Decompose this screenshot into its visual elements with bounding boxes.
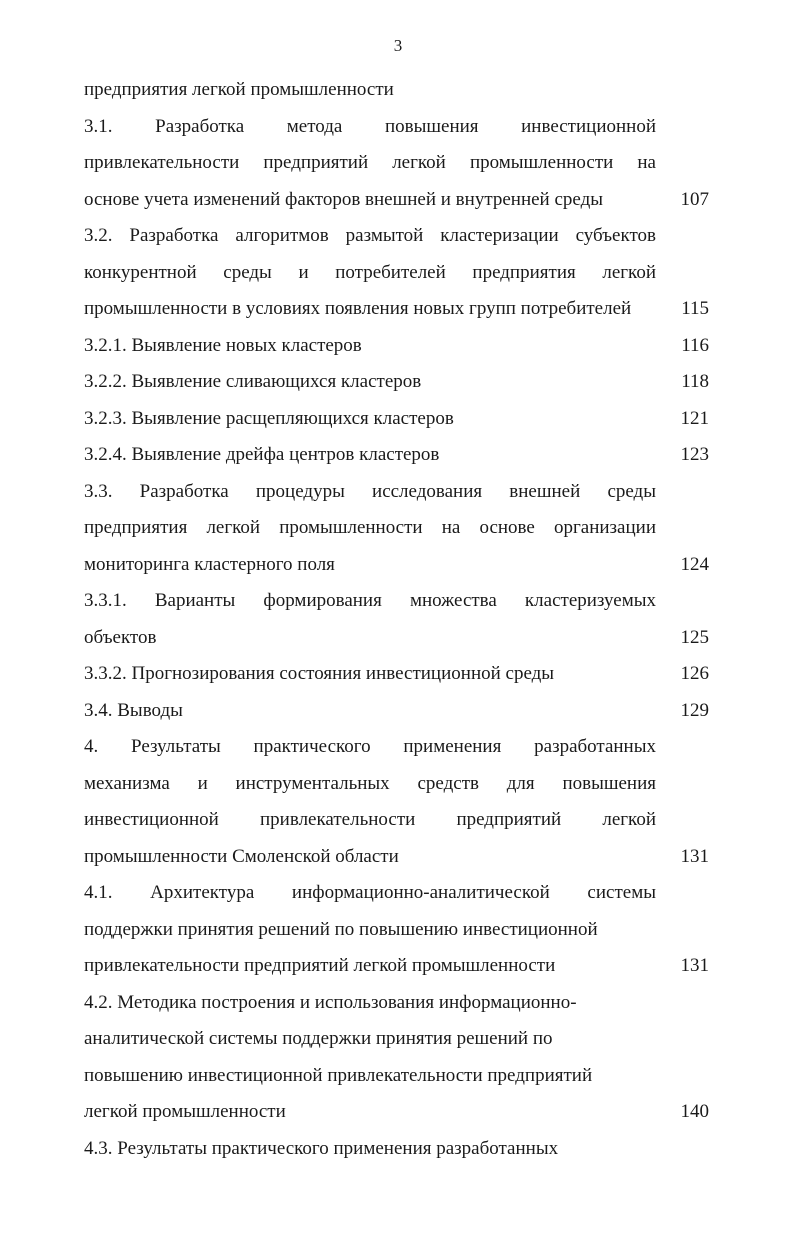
toc-page-number: 140: [680, 1101, 709, 1122]
toc-line: [84, 1058, 709, 1095]
toc-entry-text: конкурентной среды и потребителей предприятия легкой: [84, 261, 656, 283]
toc-line: [84, 802, 709, 839]
toc-entry-text: механизма и инструментальных средств для повышения: [84, 772, 656, 794]
toc-page-number: 126: [680, 663, 709, 684]
toc-entry-text: промышленности Смоленской области: [84, 845, 399, 867]
toc-line: [84, 145, 709, 182]
toc-line: [84, 620, 709, 657]
table-of-contents: [84, 72, 709, 1167]
toc-entry-text: основе учета изменений факторов внешней и внутренней среды: [84, 188, 604, 210]
toc-entry-text: привлекательности предприятий легкой промышленности: [84, 955, 556, 976]
toc-line: [84, 875, 709, 912]
toc-entry-text: 3.2. Разработка алгоритмов размытой кластеризации субъектов: [84, 225, 656, 246]
toc-entry-text: 4.3. Результаты практического применения разработанных: [84, 1137, 559, 1159]
toc-entry-text: промышленности в условиях появления новых групп потребителей: [84, 298, 632, 319]
toc-entry-text: аналитической системы поддержки принятия решений по: [84, 1028, 553, 1049]
toc-line: [84, 547, 709, 584]
toc-entry-text: 3.3.2. Прогнозирования состояния инвестиционной среды: [84, 663, 555, 684]
toc-line: [84, 583, 709, 620]
toc-line: [84, 291, 709, 328]
toc-entry-text: 4. Результаты практического применения разработанных: [84, 736, 656, 757]
toc-entry-text: мониторинга кластерного поля: [84, 553, 335, 575]
toc-entry-text: предприятия легкой промышленности: [84, 79, 394, 100]
toc-page-number: 115: [681, 298, 709, 319]
toc-line: [84, 729, 709, 766]
toc-page-number: 121: [680, 407, 709, 429]
toc-line: [84, 437, 709, 474]
toc-entry-text: 3.2.1. Выявление новых кластеров: [84, 334, 362, 356]
toc-entry-text: привлекательности предприятий легкой промышленности на: [84, 152, 656, 173]
toc-page-number: 123: [680, 444, 709, 465]
toc-line: [84, 1131, 709, 1168]
toc-entry-text: 3.4. Выводы: [84, 699, 183, 721]
toc-entry-text: легкой промышленности: [84, 1101, 286, 1122]
toc-entry-text: 4.1. Архитектура информационно-аналитической системы: [84, 882, 656, 903]
toc-entry-text: 3.2.2. Выявление сливающихся кластеров: [84, 371, 422, 392]
toc-entry-text: 3.3.1. Варианты формирования множества кластеризуемых: [84, 590, 656, 611]
toc-line: [84, 510, 709, 547]
toc-line: [84, 1094, 709, 1131]
toc-line: [84, 766, 709, 803]
toc-entry-text: 3.3. Разработка процедуры исследования внешней среды: [84, 480, 656, 502]
toc-line: [84, 72, 709, 109]
toc-entry-text: поддержки принятия решений по повышению инвестиционной: [84, 918, 598, 940]
toc-line: [84, 839, 709, 876]
toc-line: [84, 109, 709, 146]
toc-entry-text: 4.2. Методика построения и использования информационно-: [84, 991, 577, 1013]
toc-entry-text: 3.2.4. Выявление дрейфа центров кластеров: [84, 444, 440, 465]
toc-line: [84, 912, 709, 949]
toc-line: [84, 255, 709, 292]
toc-page-number: 131: [680, 845, 709, 867]
toc-page-number: 118: [681, 371, 709, 392]
toc-line: [84, 948, 709, 985]
toc-entry-text: 3.2.3. Выявление расщепляющихся кластеров: [84, 407, 454, 429]
toc-page-number: 129: [680, 699, 709, 721]
toc-line: [84, 474, 709, 511]
toc-line: [84, 1021, 709, 1058]
toc-line: [84, 182, 709, 219]
page-number: 3: [393, 36, 403, 55]
toc-page-number: 107: [680, 188, 709, 210]
toc-line: [84, 328, 709, 365]
toc-entry-text: 3.1. Разработка метода повышения инвестиционной: [84, 115, 656, 137]
toc-entry-text: объектов: [84, 626, 157, 648]
toc-line: [84, 218, 709, 255]
toc-page-number: 116: [681, 334, 709, 356]
toc-page-number: 124: [680, 553, 709, 575]
toc-page-number: 125: [680, 626, 709, 648]
toc-entry-text: предприятия легкой промышленности на основе организации: [84, 517, 656, 538]
toc-line: [84, 401, 709, 438]
toc-line: [84, 656, 709, 693]
toc-line: [84, 364, 709, 401]
toc-entry-text: инвестиционной привлекательности предприятий легкой: [84, 809, 656, 830]
toc-line: [84, 985, 709, 1022]
toc-line: [84, 693, 709, 730]
toc-page-number: 131: [680, 955, 709, 976]
toc-entry-text: повышению инвестиционной привлекательности предприятий: [84, 1064, 593, 1086]
